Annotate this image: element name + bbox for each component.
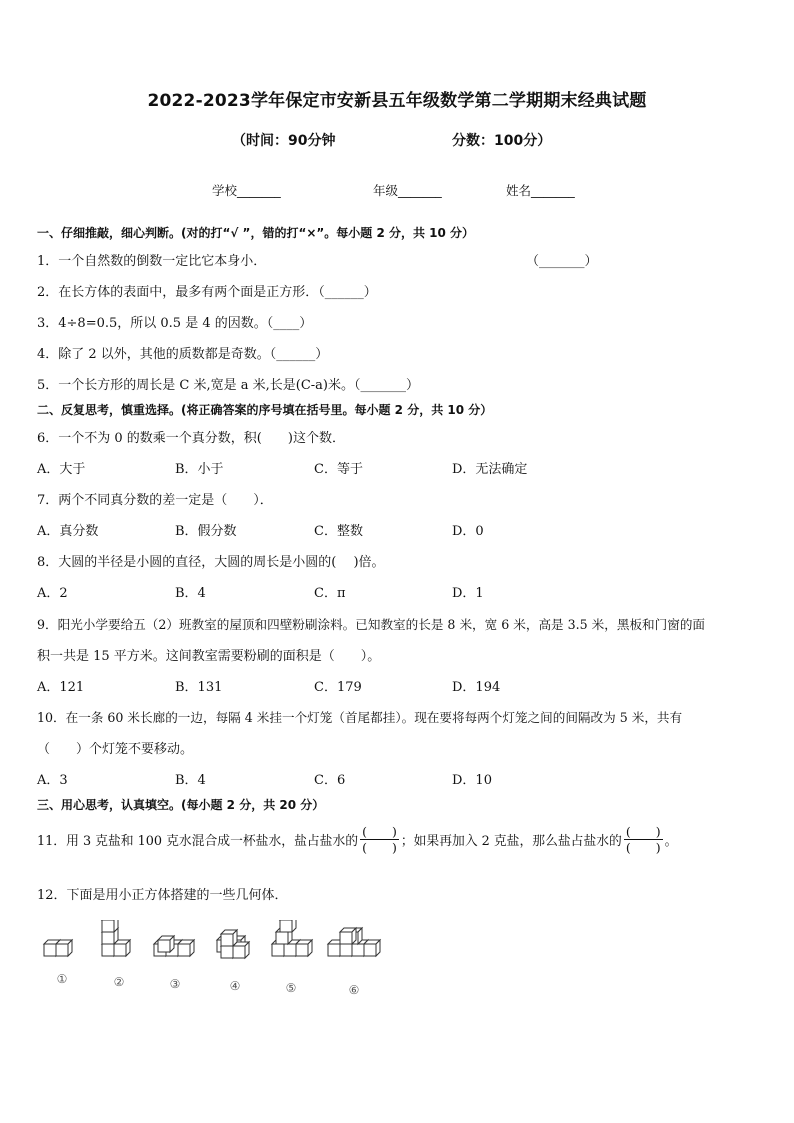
- question-11-text-c: 。: [664, 834, 678, 849]
- question-1-blank: （_______）: [526, 254, 598, 269]
- question-9-option-a: A．121: [37, 680, 85, 695]
- question-7-option-d: D．0: [452, 524, 484, 539]
- question-10-option-a: A．3: [37, 773, 68, 788]
- fraction-blank-1-denominator: ( ): [362, 840, 397, 855]
- question-6: 6．一个不为 0 的数乘一个真分数，积( )这个数．: [37, 431, 345, 446]
- question-2: 2．在长方体的表面中，最多有两个面是正方形．（______）: [37, 285, 377, 300]
- question-9-line-1: 9．阳光小学要给五（2）班教室的屋顶和四壁粉刷涂料。已知教室的长是 8 米，宽 6 米，高是 3.5 米，黑板和门窗的面: [37, 617, 706, 632]
- question-4: 4．除了 2 以外，其他的质数都是奇数。（______）: [37, 347, 329, 362]
- exam-score: 分数：100分）: [452, 133, 552, 149]
- question-8-option-c: C．π: [314, 586, 346, 601]
- section-3-heading: 三、用心思考，认真填空。(每小题 2 分，共 20 分）: [37, 798, 325, 812]
- figure-1: [44, 940, 72, 956]
- fraction-blank-1-numerator: ( ): [362, 824, 397, 839]
- question-11: [37, 824, 677, 855]
- question-10-line-1: 10．在一条 60 米长廊的一边，每隔 4 米挂一个灯笼（首尾都挂）。现在要将每两个灯笼之间的间隔改为 5 米，共有: [37, 710, 683, 725]
- question-5: 5．一个长方形的周长是 C 米,宽是 a 米,长是(C-a)米。（_______）: [37, 378, 419, 393]
- figure-5: [272, 920, 312, 956]
- question-9-line-2: 积一共是 15 平方米。这间教室需要粉刷的面积是（ ）。: [37, 649, 381, 664]
- question-1: 1．一个自然数的倒数一定比它本身小．: [37, 254, 267, 269]
- figure-label-1: ①: [56, 972, 68, 986]
- school-field: 学校_______: [212, 183, 281, 198]
- figure-label-4: ④: [229, 979, 241, 993]
- question-11-text-b: ；如果再加入 2 克盐，那么盐占盐水的: [400, 834, 622, 849]
- figure-label-5: ⑤: [285, 981, 297, 995]
- figure-label-3: ③: [169, 977, 181, 991]
- question-7-option-c: C．整数: [314, 524, 363, 539]
- fraction-blank-2: [624, 824, 663, 855]
- page-title: 2022-2023学年保定市安新县五年级数学第二学期期末经典试题: [147, 91, 647, 111]
- question-12: 12．下面是用小正方体搭建的一些几何体．: [37, 888, 288, 903]
- question-10-line-2: （ ）个灯笼不要移动。: [37, 742, 194, 757]
- figure-2: [102, 920, 130, 956]
- question-9-option-b: B．131: [175, 680, 223, 695]
- question-10-option-c: C．6: [314, 773, 346, 788]
- question-7-option-a: A．真分数: [37, 524, 99, 539]
- figure-label-6: ⑥: [348, 983, 360, 997]
- question-7: 7．两个不同真分数的差一定是（ ）．: [37, 493, 273, 508]
- figure-6: [328, 928, 380, 956]
- question-10-option-b: B．4: [175, 773, 206, 788]
- fraction-blank-2-numerator: ( ): [625, 824, 661, 839]
- question-8-option-d: D．1: [452, 586, 484, 601]
- cube-figures: [40, 920, 400, 970]
- question-9-option-d: D．194: [452, 680, 501, 695]
- section-2-heading: 二、反复思考，慎重选择。(将正确答案的序号填在括号里。每小题 2 分，共 10 分）: [37, 403, 493, 417]
- question-6-option-a: A．大于: [37, 462, 86, 477]
- question-6-option-d: D．无法确定: [452, 462, 528, 477]
- grade-field: 年级_______: [373, 183, 442, 198]
- fraction-blank-1: [360, 824, 399, 855]
- question-8-option-b: B．4: [175, 586, 206, 601]
- figure-label-2: ②: [113, 975, 125, 989]
- exam-time: （时间：90分钟: [232, 133, 336, 149]
- question-9-option-c: C．179: [314, 680, 362, 695]
- section-1-heading: 一、仔细推敲，细心判断。(对的打“√ ”，错的打“×”。每小题 2 分，共 10 分）: [37, 226, 475, 240]
- question-8-option-a: A．2: [37, 586, 68, 601]
- question-11-text-a: 11．用 3 克盐和 100 克水混合成一杯盐水，盐占盐水的: [37, 834, 359, 849]
- question-3: 3．4÷8=0.5，所以 0.5 是 4 的因数。（____）: [37, 316, 313, 331]
- question-7-option-b: B．假分数: [175, 524, 237, 539]
- question-8: 8．大圆的半径是小圆的直径，大圆的周长是小圆的( )倍。: [37, 555, 385, 570]
- figure-4: [217, 930, 249, 958]
- fraction-blank-2-denominator: ( ): [625, 840, 661, 855]
- question-6-option-b: B．小于: [175, 462, 224, 477]
- question-6-option-c: C．等于: [314, 462, 363, 477]
- name-field: 姓名_______: [506, 183, 575, 198]
- question-10-option-d: D．10: [452, 773, 492, 788]
- figure-3: [154, 936, 194, 956]
